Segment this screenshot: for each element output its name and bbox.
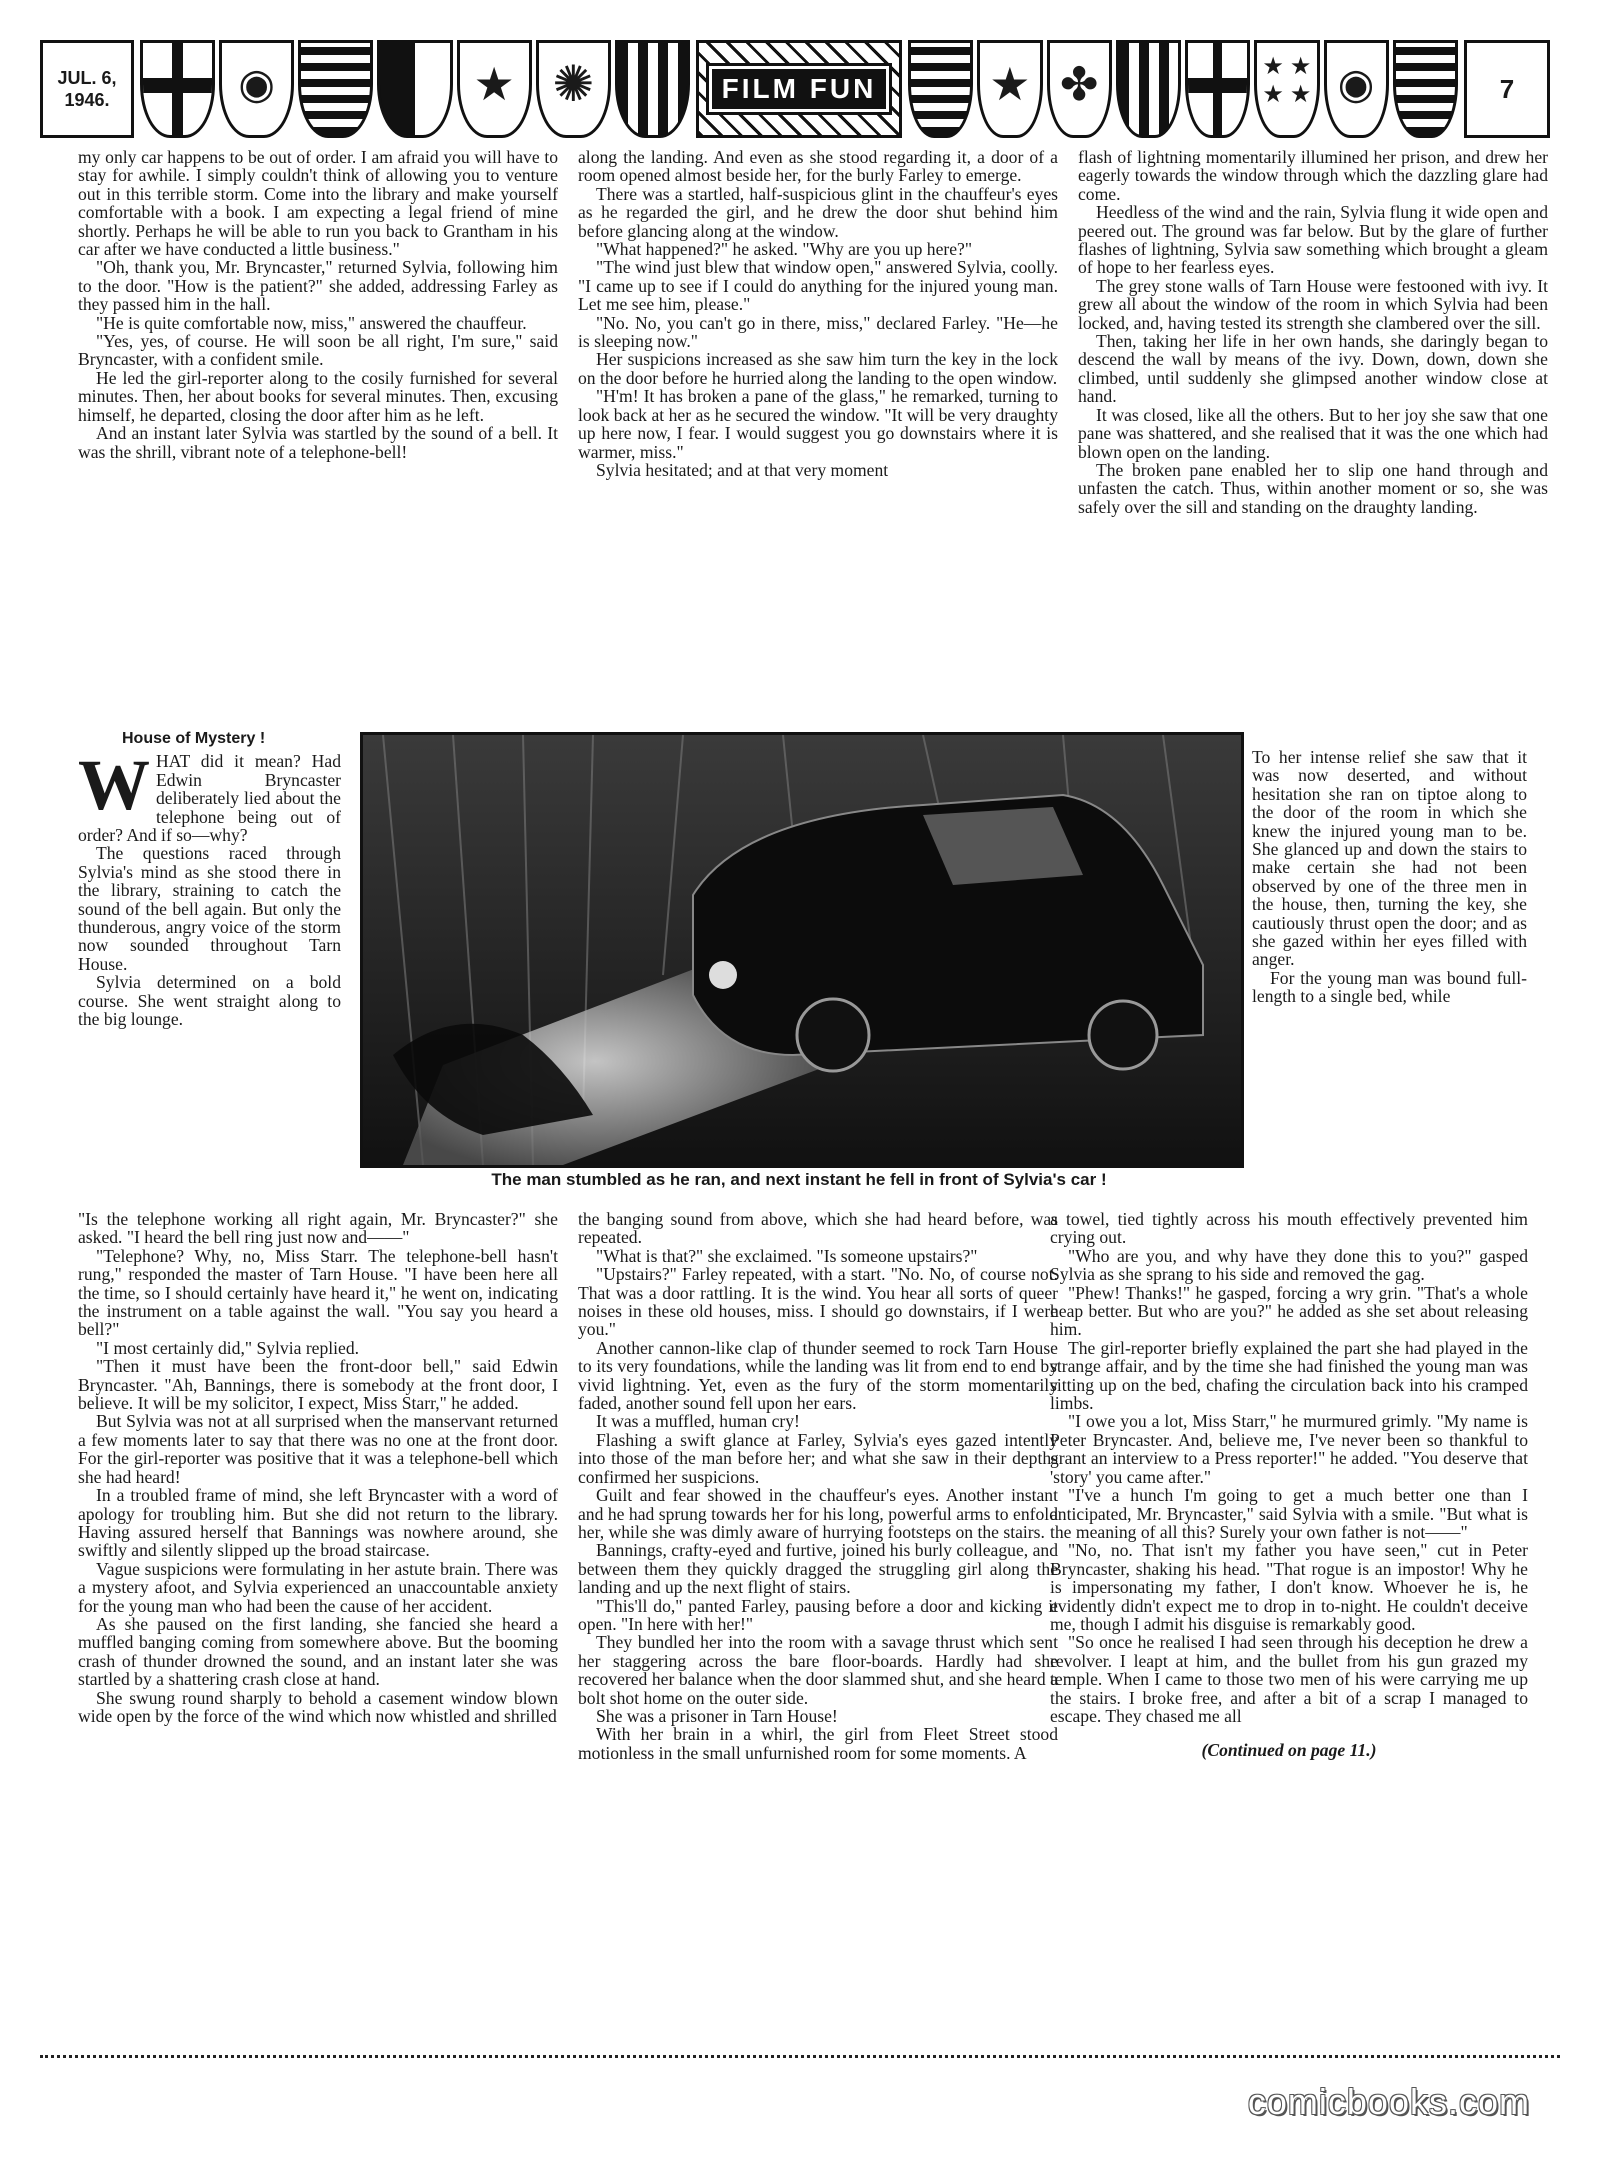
illustration-caption: The man stumbled as he ran, and next instant he fell in front of Sylvia's car !: [491, 1170, 1107, 1189]
column-1-bottom: [78, 1210, 558, 2010]
paragraph: "The wind just blew that window open," answered Sylvia, coolly. "I came up to see if I could do anything for the injured young man. Let me see him, please.": [578, 257, 1058, 315]
paragraph: "I owe you a lot, Miss Starr," he murmured grimly. "My name is Peter Bryncaster. And, believe me, I've never been so thankful to grant an interview to a Press reporter!" he added. "You deserve that 'story' you came after.": [1050, 1411, 1528, 1487]
site-watermark: comicbooks.com: [1247, 2081, 1530, 2122]
paragraph: HAT did it mean? Had Edwin Bryncaster deliberately lied about the telephone being out of order? And if so—why?: [78, 751, 341, 846]
masthead: [40, 40, 1550, 138]
sun-shield-icon: [536, 40, 611, 138]
paragraph: Heedless of the wind and the rain, Sylvia flung it wide open and peered out. The ground was far below. But by the glare of further flashes of lightning, Sylvia saw something which brought a gleam of hope to her fearless eyes.: [1078, 202, 1548, 278]
column-3-bottom: [1050, 1210, 1528, 2010]
paragraph: along the landing. And even as she stood regarding it, a door of a room opened almost beside her, for the burly Farley to emerge.: [578, 147, 1058, 186]
paragraph: The girl-reporter briefly explained the part she had played in the strange affair, and by the time she had finished the young man was sitting up on the bed, chafing the circulation back into his cramped limbs.: [1050, 1337, 1528, 1414]
union-jack-logo: [696, 40, 902, 138]
paragraph: "No, no. That isn't my father you have seen," cut in Peter Bryncaster, shaking his head. "That rogue is an impostor! Why he is impersonating my father, I don't know. Whoever he is, he evidently didn't expect me to drop in to-night. He couldn't deceive me, though I admit his disguise is remarkably good.: [1050, 1540, 1528, 1634]
page-number: 7: [1464, 40, 1550, 138]
paragraph: Sylvia hesitated; and at that very moment: [596, 459, 889, 480]
paragraph: "Upstairs?" Farley repeated, with a start. "No. No, of course not. That was a door rattling. It is the wind. You hear all sorts of queer noises in these old houses, miss. I should go downstairs, if I were you.": [578, 1264, 1058, 1340]
paragraph: flash of lightning momentarily illumined her prison, and drew her eagerly towards the window through which the dazzling glare had come.: [1078, 147, 1548, 204]
paragraph: The grey stone walls of Tarn House were festooned with ivy. It grew all about the window of the room in which Sylvia had been locked, and, having tested its strength she clambered over the sill.: [1078, 275, 1548, 333]
paragraph: a towel, tied tightly across his mouth effectively prevented him crying out.: [1050, 1209, 1528, 1248]
paragraph: Flashing a swift glance at Farley, Sylvia's eyes gazed intently into those of the man before her; and what she saw in their depths confirmed her suspicions.: [578, 1429, 1058, 1487]
column-2-top: [578, 148, 1058, 718]
cross-shield-icon: [1185, 40, 1250, 138]
stars-shield-icon: [1254, 40, 1319, 138]
paragraph: Bannings, crafty-eyed and furtive, joined his burly colleague, and between them they quickly dragged the struggling girl along the landing and up the next flight of stairs.: [578, 1540, 1058, 1598]
flag-shields-left: [140, 40, 690, 138]
paragraph: To her intense relief she saw that it was now deserted, and without hesitation she ran on tiptoe along to the door of the room in which she knew the injured young man to be. She glanced up and down the stairs to make certain she had not been observed by one of the three men in the house, then, turning the key, she cautiously thrust open the door; and as she gazed within her eyes filled with anger.: [1252, 747, 1527, 970]
paragraph: The questions raced through Sylvia's mind as she stood there in the library, straining to catch the sound of the bell again. But only the thunderous, angry voice of the storm now sounded throughout Tarn House.: [78, 843, 341, 974]
story-illustration: [360, 732, 1244, 1168]
paragraph: And an instant later Sylvia was startled by the sound of a bell. It was the shrill, vibrant note of a telephone-bell!: [78, 423, 558, 462]
paragraph: "So once he realised I had seen through his deception he drew a revolver. I leapt at him, and the bullet from his gun grazed my temple. When I came to those two men of his were carrying me up the stairs. I broke free, and after a bit of a scrap I managed to escape. They chased me all: [1050, 1632, 1528, 1726]
paragraph: Vague suspicions were formulating in her astute brain. There was a mystery afoot, and Sylvia experienced an unaccountable anxiety for the young man who had been the cause of her accident.: [78, 1558, 558, 1616]
paragraph: "Who are you, and why have they done this to you?" gasped Sylvia as she sprang to his side and removed the gag.: [1050, 1245, 1528, 1285]
emblem-shield-icon: [219, 40, 294, 138]
paragraph: "Is the telephone working all right again, Mr. Bryncaster?" she asked. "I heard the bell ring just now and——": [78, 1209, 558, 1248]
drop-cap: W: [78, 745, 150, 826]
paragraph: In a troubled frame of mind, she left Bryncaster with a word of apology for troubling him. But she did not return to the library. Having assured herself that Bannings was nowhere around, she swiftly and silently slipped up the broad staircase.: [78, 1485, 558, 1561]
bottom-border: [40, 2055, 1560, 2058]
vertical-striped-shield-icon: [615, 40, 690, 138]
column-2-bottom: [578, 1210, 1058, 2010]
paragraph: the banging sound from above, which she had heard before, was repeated.: [578, 1209, 1058, 1248]
issue-date-line2: 1946.: [64, 90, 110, 110]
issue-date-line1: JUL. 6,: [57, 68, 117, 88]
striped-shield-icon: [908, 40, 973, 138]
paragraph: Guilt and fear showed in the chauffeur's eyes. Another instant and he had sprung towards her for his long, powerful arms to enfold her, while she was dimly aware of hurrying footsteps on the stairs.: [578, 1485, 1058, 1542]
paragraph: Another cannon-like clap of thunder seemed to rock Tarn House to its very foundations, while the landing was lit from end to end by vivid lightning. Yet, even as the fury of the storm momentarily faded, another sound fell upon her ears.: [578, 1337, 1058, 1414]
paragraph: "H'm! It has broken a pane of the glass," he remarked, turning to look back at her as he secured the window. "It will be very draughty up here now, I fear. I would suggest you go downstairs where it is warmer, miss.": [578, 386, 1058, 462]
paragraph: She was a prisoner in Tarn House!: [596, 1705, 838, 1726]
paragraph: "Telephone? Why, no, Miss Starr. The telephone-bell hasn't rung," responded the master of Tarn House. "I have been here all the time, so I should certainly have heard it," he went on, indicating the instrument on a table against the wall. "You say you heard a bell?": [78, 1245, 558, 1340]
paragraph: "No. No, you can't go in there, miss," declared Farley. "He—he is sleeping now.": [578, 312, 1058, 352]
section-heading: House of Mystery !: [122, 730, 266, 747]
striped-shield-icon: [298, 40, 373, 138]
paragraph: "This'll do," panted Farley, pausing before a door and kicking it open. "In here with her!": [578, 1595, 1058, 1634]
paragraph: She swung round sharply to behold a casement window blown wide open by the force of the wind which now whistled and shrilled: [78, 1687, 558, 1726]
paragraph: Her suspicions increased as she saw him turn the key in the lock on the door before he hurried along the landing to the open window.: [578, 349, 1058, 388]
paragraph: The broken pane enabled her to slip one hand through and unfasten the catch. Thus, within another moment or so, she was safely over the sill and standing on the draughty landing.: [1078, 459, 1548, 517]
paragraph: He led the girl-reporter along to the cosily furnished for several minutes. Then, her about books for several minutes. Then, excusing himself, he departed, closing the door after him as he left.: [78, 367, 558, 425]
cross-shield-icon: [140, 40, 215, 138]
issue-date: [40, 40, 134, 138]
car-night-scene-illustration: [363, 735, 1241, 1165]
paragraph: my only car happens to be out of order. I am afraid you will have to stay for awhile. I simply couldn't think of allowing you to venture out in this terrible storm. Come into the library and make yourself comfortable with a book. I am expecting a legal friend of mine shortly. Perhaps he will be able to run you back to Grantham in his car after we have conducted a little business.": [78, 147, 558, 260]
column-1-middle: [78, 730, 341, 1210]
paragraph: "Then it must have been the front-door bell," said Edwin Bryncaster. "Ah, Bannings, there is somebody at the front door, I believe. It will be my solicitor, I expect, Miss Starr," he added.: [78, 1356, 558, 1414]
left-border: [0, 60, 8, 2129]
star-shield-icon: [457, 40, 532, 138]
paragraph: Then, taking her life in her own hands, she daringly began to descend the wall by means of the ivy. Down, down, down she climbed, until suddenly she glimpsed another window close at hand.: [1078, 331, 1548, 407]
paragraph: It was closed, like all the others. But to her joy she saw that one pane was shattered, and she realised that it was the one which had blown open on the landing.: [1078, 404, 1548, 462]
paragraph: "I most certainly did," Sylvia replied.: [96, 1337, 360, 1358]
paragraph: As she paused on the first landing, she fancied she heard a muffled banging coming from somewhere above. But the booming crash of thunder drowned the sound, and an instant later she was startled by a shattering crash close at hand.: [78, 1613, 558, 1690]
paragraph: "What is that?" she exclaimed. "Is someone upstairs?": [596, 1245, 978, 1266]
continued-notice: (Continued on page 11.): [1201, 1740, 1377, 1761]
half-shield-icon: [377, 40, 452, 138]
paragraph: It was a muffled, human cry!: [596, 1411, 800, 1432]
vertical-striped-shield-icon: [1116, 40, 1181, 138]
paragraph: "Phew! Thanks!" he gasped, forcing a wry grin. "That's a whole heap better. But who are you?" he added as she set about releasing him.: [1050, 1282, 1528, 1340]
paragraph: "Oh, thank you, Mr. Bryncaster," returned Sylvia, following him to the door. "How is the patient?" she added, addressing Farley as they passed him in the hall.: [78, 257, 558, 315]
springbok-shield-icon: [1324, 40, 1389, 138]
column-3-middle: [1252, 748, 1527, 1208]
paragraph: There was a startled, half-suspicious glint in the chauffeur's eyes as he regarded the girl, and he drew the door shut behind him before glancing along at the window.: [578, 183, 1058, 241]
paragraph: "Yes, yes, of course. He will soon be all right, I'm sure," said Bryncaster, with a confident smile.: [78, 331, 558, 370]
paragraph: For the young man was bound full-length to a single bed, while: [1252, 967, 1527, 1007]
paragraph: But Sylvia was not at all surprised when the manservant returned a few moments later to say that there was no one at the front door. For the girl-reporter was positive that it was a telephone-bell which she had heard!: [78, 1411, 558, 1487]
flag-shields-right: [908, 40, 1458, 138]
column-1-top: [78, 148, 558, 718]
paragraph: They bundled her into the room with a savage thrust which sent her staggering across the bare floor-boards. Hardly had she recovered her balance when the door slammed shut, and she heard a bolt shot home on the outer side.: [578, 1632, 1058, 1708]
column-3-top: [1078, 148, 1548, 718]
striped-shield-icon: [1393, 40, 1458, 138]
paragraph: "I've a hunch I'm going to get a much better one than I anticipated, Mr. Bryncaster," said Sylvia with a smile. "But what is the meaning of all this? Surely your own father is not——": [1050, 1485, 1528, 1542]
film-fun-logo: FILM FUN: [709, 66, 890, 112]
paragraph: Sylvia determined on a bold course. She went straight along to the big lounge.: [78, 972, 341, 1030]
paragraph: "He is quite comfortable now, miss," answered the chauffeur.: [96, 312, 527, 333]
paragraph: "What happened?" he asked. "Why are you up here?": [596, 239, 973, 260]
maple-leaf-shield-icon: [1047, 40, 1112, 138]
paragraph: With her brain in a whirl, the girl from Fleet Street stood motionless in the small unfurnished room for some moments. A: [578, 1724, 1058, 1763]
star-shield-icon: [977, 40, 1042, 138]
